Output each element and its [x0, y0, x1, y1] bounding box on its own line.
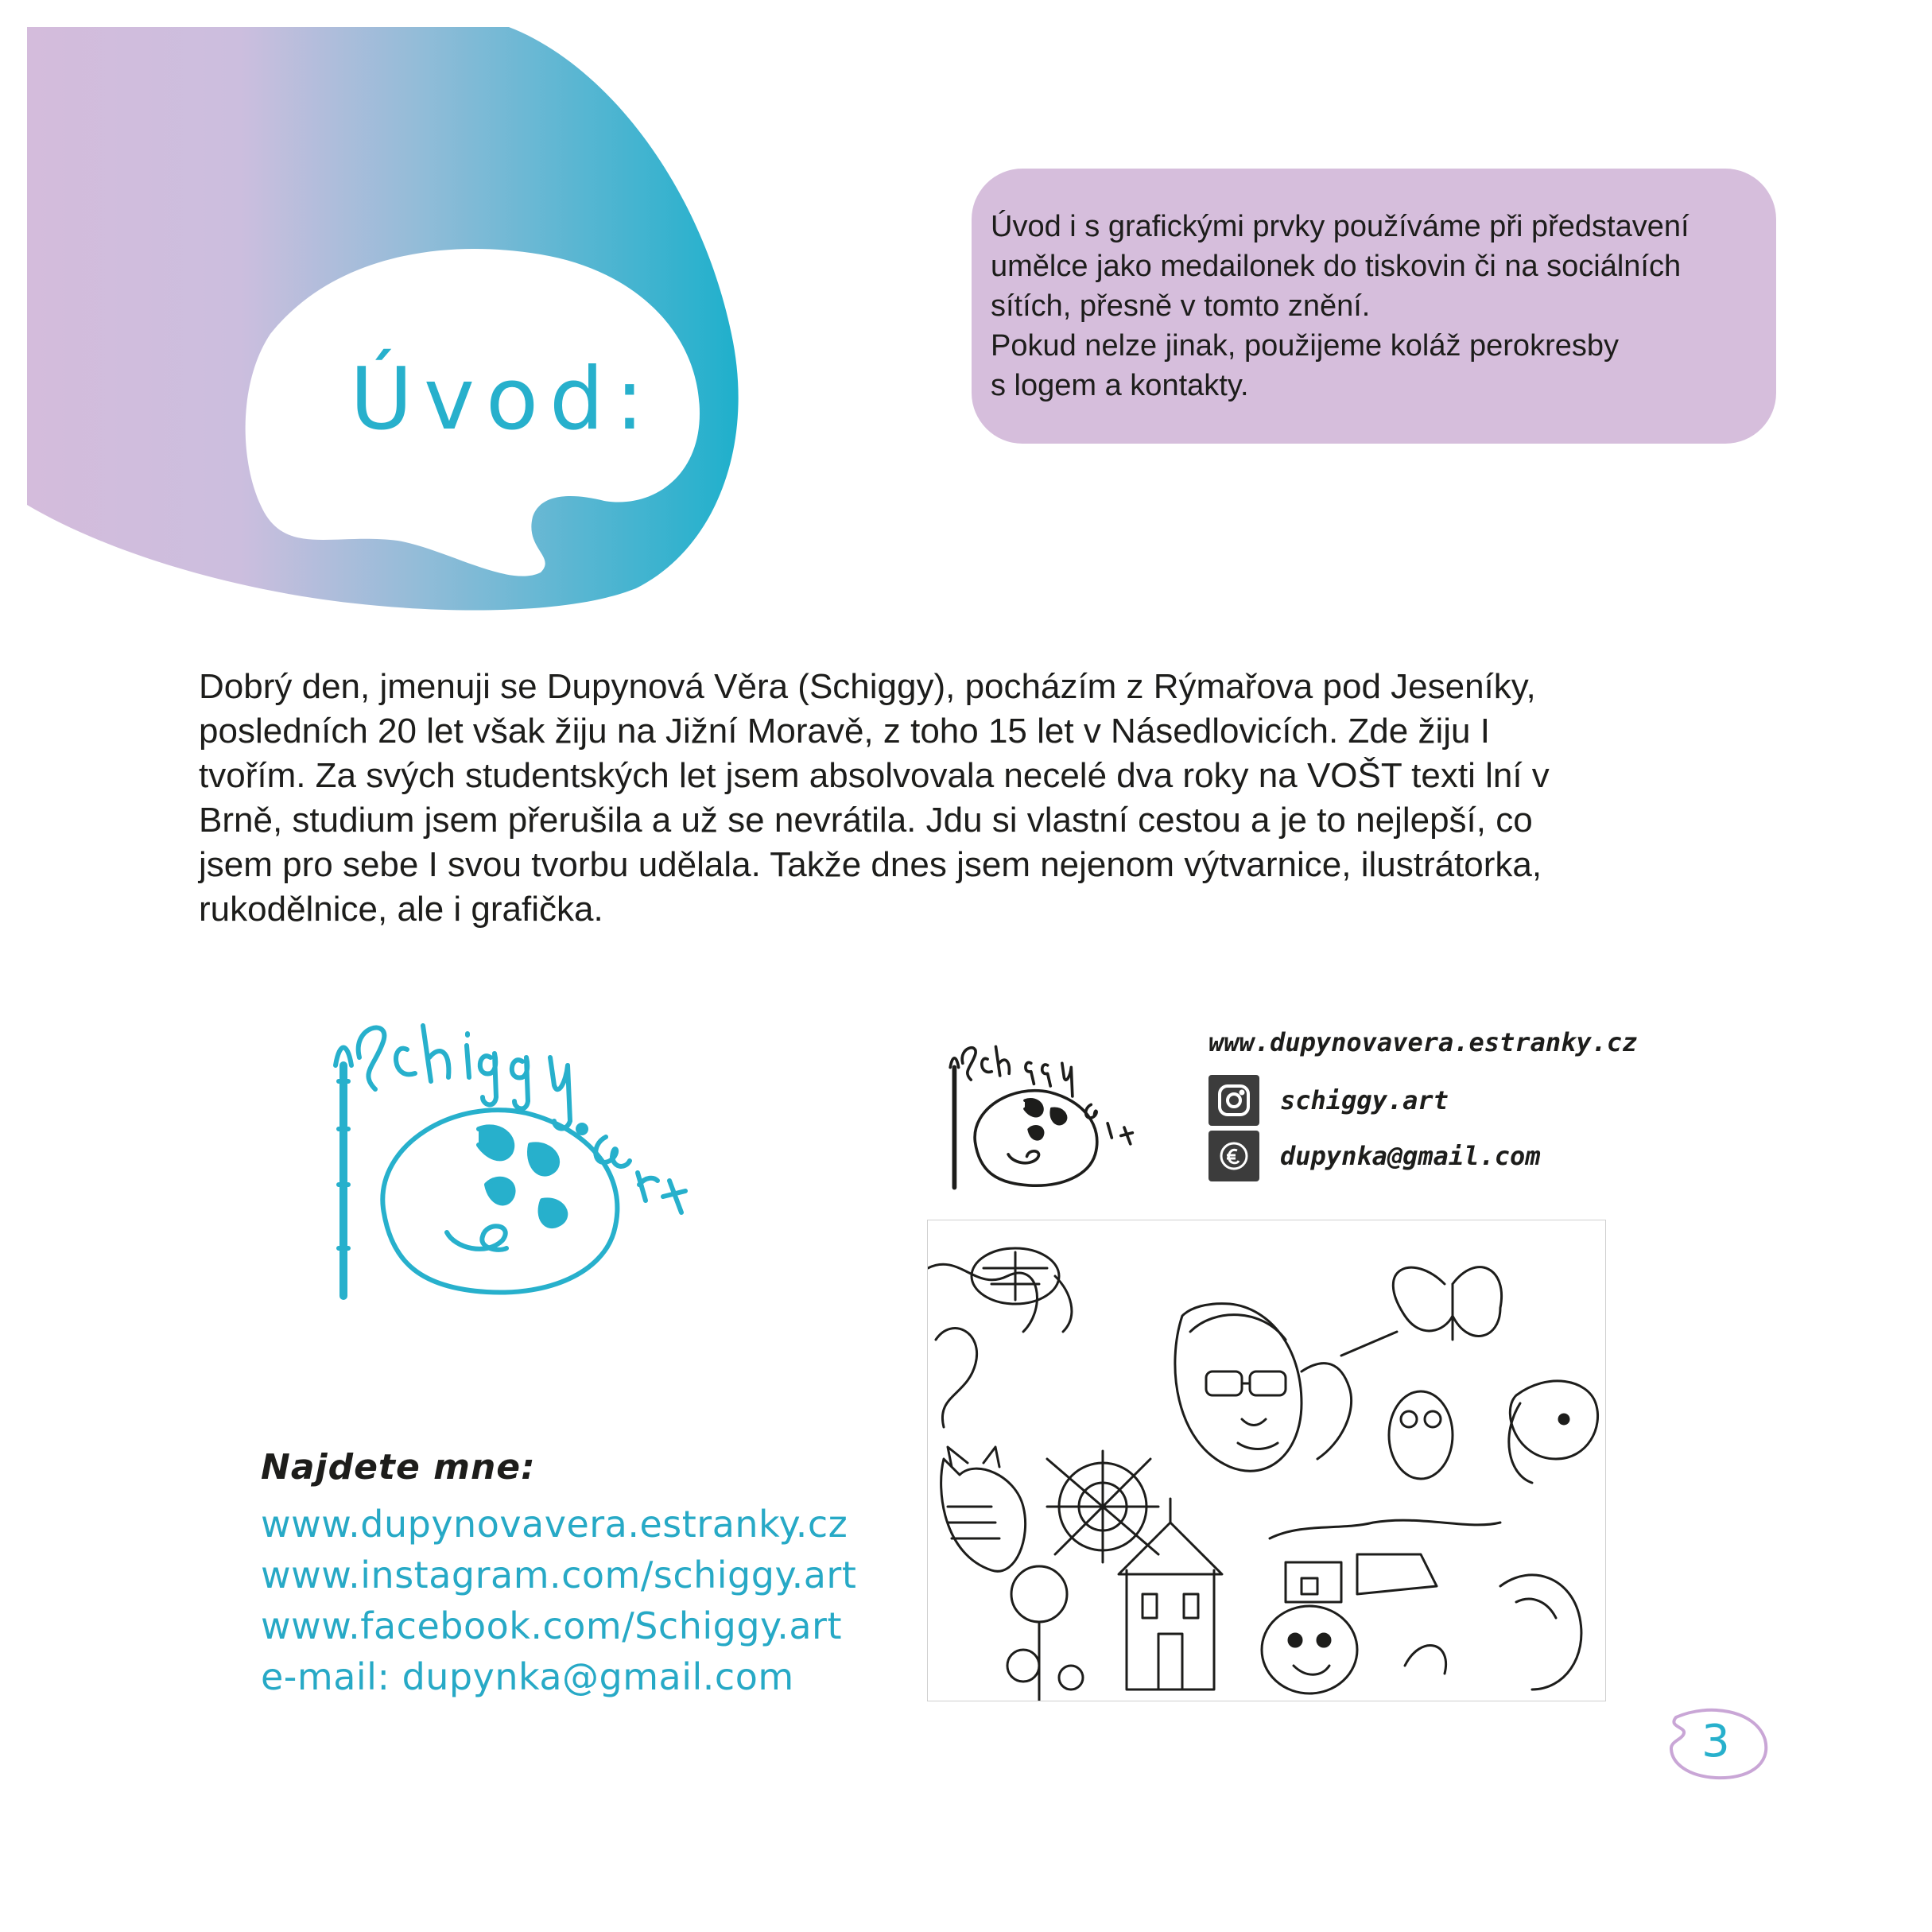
info-box-line: Úvod i s grafickými prvky používáme při představení [991, 210, 1690, 243]
schiggy-logo-small [946, 1034, 1145, 1201]
card-website-row [1208, 1027, 1637, 1057]
info-box-line: Pokud nelze jinak, použijeme koláž perokresby [991, 329, 1619, 363]
contacts-heading: Najdete mne: [261, 1447, 536, 1488]
page-title: Úvod: [350, 350, 655, 449]
instagram-icon [1208, 1075, 1259, 1126]
contacts-section [261, 1447, 856, 1702]
intro-line: jsem pro sebe I svou tvorbu udělala. Takže dnes jsem nejenom výtvarnice, ilustrátorka, [199, 845, 1542, 884]
info-box-line: sítích, přesně v tomto znění. [991, 289, 1371, 323]
info-box-line: umělce jako medailonek do tiskovin či na sociálních [991, 250, 1682, 283]
card-instagram[interactable]: schiggy.art [1280, 1085, 1449, 1115]
intro-line: rukodělnice, ale i grafička. [199, 890, 603, 929]
contact-link-website[interactable]: www.dupynovavera.estranky.cz [261, 1503, 848, 1546]
intro-line: Dobrý den, jmenuji se Dupynová Věra (Schiggy), pocházím z Rýmařova pod Jeseníky, [199, 667, 1536, 706]
card-website[interactable]: www.dupynovavera.estranky.cz [1208, 1027, 1638, 1057]
intro-line: Brně, studium jsem přerušila a už se nevrátila. Jdu si vlastní cestou a je to nejlepší, co [199, 801, 1533, 840]
info-box-line: s logem a kontakty. [991, 369, 1249, 402]
intro-line: posledních 20 let však žiju na Jižní Moravě, z toho 15 let v Násedlovicích. Zde žiju I [199, 712, 1490, 751]
contact-card [938, 1010, 1638, 1224]
intro-line: tvořím. Za svých studentských let jsem absolvovala necelé dva roky na VOŠT texti lní v [199, 756, 1550, 795]
header-palette-shape [0, 0, 763, 628]
schiggy-logo [328, 1010, 709, 1312]
card-instagram-row [1208, 1075, 1449, 1126]
intro-paragraph [199, 665, 1773, 932]
info-box [972, 169, 1776, 444]
contact-link-email[interactable]: e-mail: dupynka@gmail.com [261, 1655, 794, 1698]
card-email[interactable]: dupynka@gmail.com [1280, 1141, 1541, 1171]
contact-link-instagram[interactable]: www.instagram.com/schiggy.art [261, 1554, 857, 1596]
page-number-badge [1660, 1701, 1771, 1781]
email-icon [1208, 1131, 1259, 1181]
card-email-row [1208, 1131, 1541, 1181]
page-number: 3 [1701, 1715, 1730, 1767]
contact-link-facebook[interactable]: www.facebook.com/Schiggy.art [261, 1604, 842, 1647]
pen-drawing-collage [927, 1220, 1606, 1701]
